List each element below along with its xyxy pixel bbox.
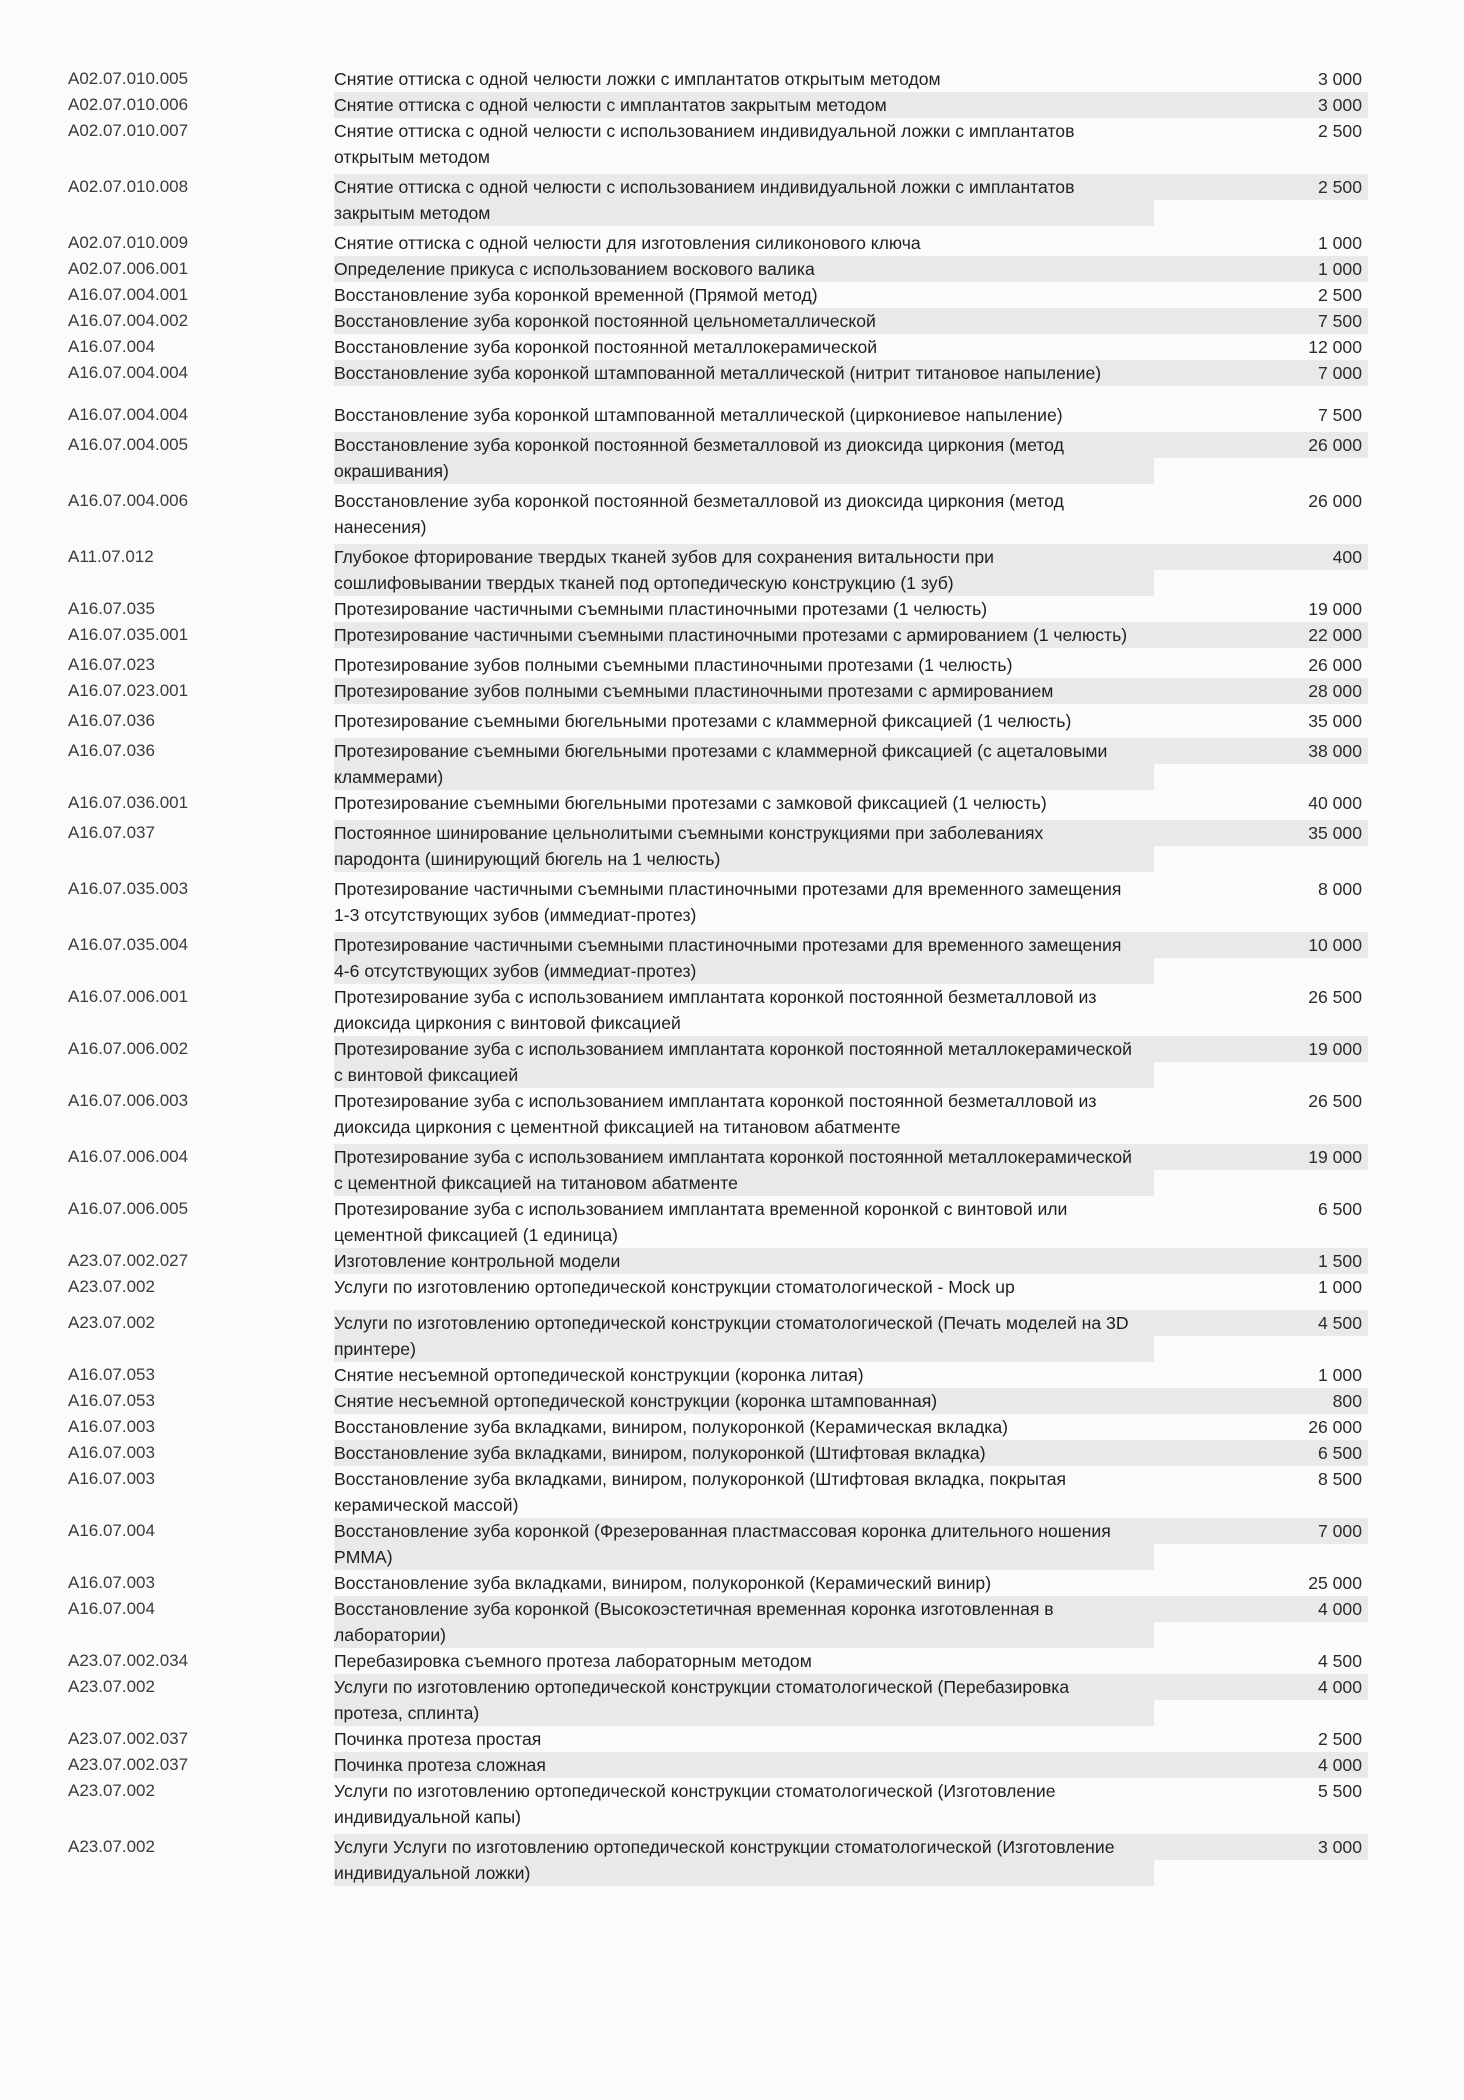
service-description: Восстановление зуба коронкой постоянной цельнометаллической bbox=[334, 308, 1154, 334]
service-price: 4 500 bbox=[1154, 1310, 1368, 1336]
service-price: 3 000 bbox=[1317, 69, 1362, 89]
table-row bbox=[68, 66, 1368, 92]
service-description: Восстановление зуба коронкой штампованной металлической (циркониевое напыление) bbox=[334, 405, 1063, 425]
table-row bbox=[68, 652, 1368, 678]
table-row bbox=[68, 402, 1368, 428]
service-description: Услуги по изготовлению ортопедической конструкции стоматологической - Mock up bbox=[334, 1277, 1015, 1297]
table-row bbox=[68, 1310, 1368, 1362]
service-code: A16.07.035.004 bbox=[68, 935, 189, 954]
table-row bbox=[68, 1274, 1368, 1300]
service-description: Восстановление зуба коронкой временной (Прямой метод) bbox=[334, 285, 818, 305]
price-list-table bbox=[68, 66, 1368, 1886]
service-description: Восстановление зуба коронкой постоянной безметалловой из диоксида циркония (метод окрашивания) bbox=[334, 432, 1154, 484]
service-code: A16.07.004.005 bbox=[68, 435, 189, 454]
service-code: A16.07.004 bbox=[68, 337, 155, 356]
table-row bbox=[68, 596, 1368, 622]
service-description: Снятие несъемной ортопедической конструкции (коронка штампованная) bbox=[334, 1388, 1154, 1414]
service-code: A16.07.004.004 bbox=[68, 363, 189, 382]
service-code: A16.07.003 bbox=[68, 1469, 155, 1488]
service-description: Восстановление зуба вкладками, виниром, полукоронкой (Штифтовая вкладка, покрытая керамической массой) bbox=[334, 1469, 1067, 1515]
table-row bbox=[68, 334, 1368, 360]
service-price: 22 000 bbox=[1154, 622, 1368, 648]
service-description: Протезирование зуба с использованием имплантата временной коронкой с винтовой или цементной фиксацией (1 единица) bbox=[334, 1199, 1068, 1245]
table-row bbox=[68, 708, 1368, 734]
service-code: A16.07.003 bbox=[68, 1417, 155, 1436]
table-row bbox=[68, 282, 1368, 308]
table-row bbox=[68, 1466, 1368, 1518]
service-price: 35 000 bbox=[1154, 820, 1368, 846]
service-description: Перебазировка съемного протеза лабораторным методом bbox=[334, 1651, 812, 1671]
service-code: A23.07.002 bbox=[68, 1277, 155, 1296]
table-row bbox=[68, 1778, 1368, 1830]
service-description: Услуги Услуги по изготовлению ортопедической конструкции стоматологической (Изготовление индивидуальной ложки) bbox=[334, 1834, 1154, 1886]
service-price: 19 000 bbox=[1308, 599, 1362, 619]
table-row bbox=[68, 738, 1368, 790]
service-code: A16.07.035 bbox=[68, 599, 155, 618]
service-description: Восстановление зуба коронкой (Фрезерованная пластмассовая коронка длительного ношения PMMA) bbox=[334, 1518, 1154, 1570]
service-price: 26 000 bbox=[1308, 655, 1362, 675]
service-description: Протезирование частичными съемными пластиночными протезами для временного замещения 1-3 отсутствующих зубов (иммедиат-протез) bbox=[334, 879, 1122, 925]
service-price: 800 bbox=[1154, 1388, 1368, 1414]
service-description: Протезирование зуба с использованием имплантата коронкой постоянной безметалловой из диоксида циркония с винтовой фиксацией bbox=[334, 987, 1097, 1033]
service-price: 4 000 bbox=[1154, 1752, 1368, 1778]
service-price: 35 000 bbox=[1308, 711, 1362, 731]
service-price: 10 000 bbox=[1154, 932, 1368, 958]
service-code: A16.07.006.005 bbox=[68, 1199, 189, 1218]
service-price: 2 500 bbox=[1154, 174, 1368, 200]
service-price: 4 500 bbox=[1317, 1651, 1362, 1671]
table-row bbox=[68, 1036, 1368, 1088]
service-price: 4 000 bbox=[1154, 1674, 1368, 1700]
table-row bbox=[68, 308, 1368, 334]
service-code: A23.07.002.037 bbox=[68, 1755, 189, 1774]
service-description: Протезирование съемными бюгельными протезами с замковой фиксацией (1 челюсть) bbox=[334, 793, 1047, 813]
service-code: A23.07.002 bbox=[68, 1837, 155, 1856]
service-price: 26 000 bbox=[1308, 491, 1362, 511]
service-code: A16.07.006.004 bbox=[68, 1147, 189, 1166]
service-description: Восстановление зуба коронкой постоянной металлокерамической bbox=[334, 337, 878, 357]
service-description: Восстановление зуба вкладками, виниром, полукоронкой (Штифтовая вкладка) bbox=[334, 1440, 1154, 1466]
service-description: Починка протеза сложная bbox=[334, 1752, 1154, 1778]
service-price: 19 000 bbox=[1154, 1144, 1368, 1170]
service-code: A16.07.004.001 bbox=[68, 285, 189, 304]
service-code: A16.07.035.003 bbox=[68, 879, 189, 898]
table-row bbox=[68, 932, 1368, 984]
service-description: Услуги по изготовлению ортопедической конструкции стоматологической (Печать моделей на 3D принтере) bbox=[334, 1310, 1154, 1362]
table-row bbox=[68, 1752, 1368, 1778]
service-description: Протезирование зубов полными съемными пластиночными протезами с армированием bbox=[334, 678, 1154, 704]
service-description: Восстановление зуба вкладками, виниром, полукоронкой (Керамическая вкладка) bbox=[334, 1417, 1009, 1437]
service-description: Услуги по изготовлению ортопедической конструкции стоматологической (Изготовление индивидуальной капы) bbox=[334, 1781, 1056, 1827]
table-row bbox=[68, 622, 1368, 648]
service-code: A16.07.035.001 bbox=[68, 625, 189, 644]
service-code: A02.07.006.001 bbox=[68, 259, 189, 278]
service-code: A16.07.006.002 bbox=[68, 1039, 189, 1058]
service-price: 5 500 bbox=[1317, 1781, 1362, 1801]
service-description: Восстановление зуба вкладками, виниром, полукоронкой (Керамический винир) bbox=[334, 1573, 992, 1593]
service-code: A16.07.006.003 bbox=[68, 1091, 189, 1110]
table-row bbox=[68, 544, 1368, 596]
service-price: 7 500 bbox=[1317, 405, 1362, 425]
service-description: Протезирование зубов полными съемными пластиночными протезами (1 челюсть) bbox=[334, 655, 1013, 675]
service-description: Протезирование съемными бюгельными протезами с кламмерной фиксацией (1 челюсть) bbox=[334, 711, 1072, 731]
service-code: A23.07.002.027 bbox=[68, 1251, 189, 1270]
service-price: 1 000 bbox=[1154, 256, 1368, 282]
service-code: A02.07.010.007 bbox=[68, 121, 189, 140]
service-description: Восстановление зуба коронкой штампованной металлической (нитрит титановое напыление) bbox=[334, 360, 1154, 386]
service-price: 19 000 bbox=[1154, 1036, 1368, 1062]
service-description: Протезирование частичными съемными пластиночными протезами для временного замещения 4-6 отсутствующих зубов (иммедиат-протез) bbox=[334, 932, 1154, 984]
table-row bbox=[68, 360, 1368, 386]
service-price: 3 000 bbox=[1154, 92, 1368, 118]
service-description: Восстановление зуба коронкой (Высокоэстетичная временная коронка изготовленная в лаборатории) bbox=[334, 1596, 1154, 1648]
service-code: A02.07.010.006 bbox=[68, 95, 189, 114]
service-price: 1 000 bbox=[1317, 1365, 1362, 1385]
table-row bbox=[68, 1388, 1368, 1414]
service-price: 40 000 bbox=[1308, 793, 1362, 813]
service-description: Снятие оттиска с одной челюсти ложки с имплантатов открытым методом bbox=[334, 69, 941, 89]
table-row bbox=[68, 678, 1368, 704]
service-code: A16.07.003 bbox=[68, 1573, 155, 1592]
service-description: Снятие оттиска с одной челюсти с использованием индивидуальной ложки с имплантатов открытым методом bbox=[334, 121, 1075, 167]
service-price: 2 500 bbox=[1317, 285, 1362, 305]
table-row bbox=[68, 92, 1368, 118]
service-price: 8 500 bbox=[1317, 1469, 1362, 1489]
service-price: 1 000 bbox=[1317, 1277, 1362, 1297]
service-description: Определение прикуса с использованием воскового валика bbox=[334, 256, 1154, 282]
service-price: 7 000 bbox=[1154, 1518, 1368, 1544]
service-description: Снятие оттиска с одной челюсти с использованием индивидуальной ложки с имплантатов закрытым методом bbox=[334, 174, 1154, 226]
service-price: 2 500 bbox=[1317, 1729, 1362, 1749]
service-code: A16.07.004.006 bbox=[68, 491, 189, 510]
service-price: 26 000 bbox=[1308, 1417, 1362, 1437]
table-row bbox=[68, 1414, 1368, 1440]
service-code: A16.07.004.002 bbox=[68, 311, 189, 330]
service-price: 26 000 bbox=[1154, 432, 1368, 458]
service-code: A16.07.006.001 bbox=[68, 987, 189, 1006]
service-description: Снятие оттиска с одной челюсти с имплантатов закрытым методом bbox=[334, 92, 1154, 118]
service-price: 6 500 bbox=[1154, 1440, 1368, 1466]
service-code: A16.07.053 bbox=[68, 1365, 155, 1384]
service-price: 7 000 bbox=[1154, 360, 1368, 386]
service-code: A16.07.004.004 bbox=[68, 405, 189, 424]
service-code: A23.07.002 bbox=[68, 1677, 155, 1696]
service-price: 3 000 bbox=[1154, 1834, 1368, 1860]
service-description: Протезирование частичными съемными пластиночными протезами с армированием (1 челюсть) bbox=[334, 622, 1154, 648]
table-row bbox=[68, 1648, 1368, 1674]
table-row bbox=[68, 1196, 1368, 1248]
service-description: Снятие несъемной ортопедической конструкции (коронка литая) bbox=[334, 1365, 864, 1385]
service-description: Изготовление контрольной модели bbox=[334, 1248, 1154, 1274]
table-row bbox=[68, 820, 1368, 872]
service-code: A23.07.002 bbox=[68, 1313, 155, 1332]
service-price: 7 500 bbox=[1154, 308, 1368, 334]
service-code: A16.07.036 bbox=[68, 711, 155, 730]
table-row bbox=[68, 1674, 1368, 1726]
table-row bbox=[68, 1596, 1368, 1648]
table-row bbox=[68, 1088, 1368, 1140]
service-description: Восстановление зуба коронкой постоянной безметалловой из диоксида циркония (метод нанесения) bbox=[334, 491, 1064, 537]
service-code: A02.07.010.009 bbox=[68, 233, 189, 252]
service-code: A02.07.010.008 bbox=[68, 177, 189, 196]
table-row bbox=[68, 256, 1368, 282]
service-price: 1 000 bbox=[1317, 233, 1362, 253]
table-row bbox=[68, 1440, 1368, 1466]
service-price: 4 000 bbox=[1154, 1596, 1368, 1622]
service-description: Протезирование зуба с использованием имплантата коронкой постоянной безметалловой из диоксида циркония с цементной фиксацией на титановом абатменте bbox=[334, 1091, 1097, 1137]
service-code: A23.07.002 bbox=[68, 1781, 155, 1800]
table-row bbox=[68, 1248, 1368, 1274]
table-row bbox=[68, 1834, 1368, 1886]
service-code: A16.07.053 bbox=[68, 1391, 155, 1410]
service-code: A16.07.023.001 bbox=[68, 681, 189, 700]
service-price: 28 000 bbox=[1154, 678, 1368, 704]
service-description: Протезирование съемными бюгельными протезами с кламмерной фиксацией (с ацеталовыми кламмерами) bbox=[334, 738, 1154, 790]
table-row bbox=[68, 1726, 1368, 1752]
service-description: Протезирование зуба с использованием имплантата коронкой постоянной металлокерамической с цементной фиксацией на титановом абатменте bbox=[334, 1144, 1154, 1196]
service-description: Протезирование частичными съемными пластиночными протезами (1 челюсть) bbox=[334, 599, 988, 619]
table-row bbox=[68, 488, 1368, 540]
service-price: 400 bbox=[1154, 544, 1368, 570]
service-price: 26 500 bbox=[1308, 1091, 1362, 1111]
table-row bbox=[68, 984, 1368, 1036]
table-row bbox=[68, 118, 1368, 170]
service-code: A16.07.036.001 bbox=[68, 793, 189, 812]
service-code: A16.07.004 bbox=[68, 1599, 155, 1618]
table-row bbox=[68, 432, 1368, 484]
service-code: A16.07.037 bbox=[68, 823, 155, 842]
table-row bbox=[68, 1570, 1368, 1596]
table-row bbox=[68, 1144, 1368, 1196]
service-description: Постоянное шинирование цельнолитыми съемными конструкциями при заболеваниях пародонта (шинирующий бюгель на 1 челюсть) bbox=[334, 820, 1154, 872]
service-code: A23.07.002.037 bbox=[68, 1729, 189, 1748]
service-code: A16.07.036 bbox=[68, 741, 155, 760]
table-row bbox=[68, 230, 1368, 256]
service-code: A02.07.010.005 bbox=[68, 69, 189, 88]
service-price: 2 500 bbox=[1317, 121, 1362, 141]
service-price: 8 000 bbox=[1317, 879, 1362, 899]
table-row bbox=[68, 1362, 1368, 1388]
service-code: A11.07.012 bbox=[68, 547, 154, 566]
service-price: 38 000 bbox=[1154, 738, 1368, 764]
service-description: Снятие оттиска с одной челюсти для изготовления силиконового ключа bbox=[334, 233, 921, 253]
table-row bbox=[68, 876, 1368, 928]
service-code: A23.07.002.034 bbox=[68, 1651, 189, 1670]
service-description: Услуги по изготовлению ортопедической конструкции стоматологической (Перебазировка протеза, сплинта) bbox=[334, 1674, 1154, 1726]
table-row bbox=[68, 174, 1368, 226]
service-code: A16.07.004 bbox=[68, 1521, 155, 1540]
service-description: Глубокое фторирование твердых тканей зубов для сохранения витальности при сошлифовывании твердых тканей под ортопедическую конструкцию (1 зуб) bbox=[334, 544, 1154, 596]
service-code: A16.07.023 bbox=[68, 655, 155, 674]
service-description: Починка протеза простая bbox=[334, 1729, 542, 1749]
table-row bbox=[68, 790, 1368, 816]
service-price: 25 000 bbox=[1308, 1573, 1362, 1593]
service-price: 6 500 bbox=[1317, 1199, 1362, 1219]
service-description: Протезирование зуба с использованием имплантата коронкой постоянной металлокерамической с винтовой фиксацией bbox=[334, 1036, 1154, 1088]
service-price: 26 500 bbox=[1308, 987, 1362, 1007]
service-price: 12 000 bbox=[1308, 337, 1362, 357]
service-price: 1 500 bbox=[1154, 1248, 1368, 1274]
service-code: A16.07.003 bbox=[68, 1443, 155, 1462]
table-row bbox=[68, 1518, 1368, 1570]
